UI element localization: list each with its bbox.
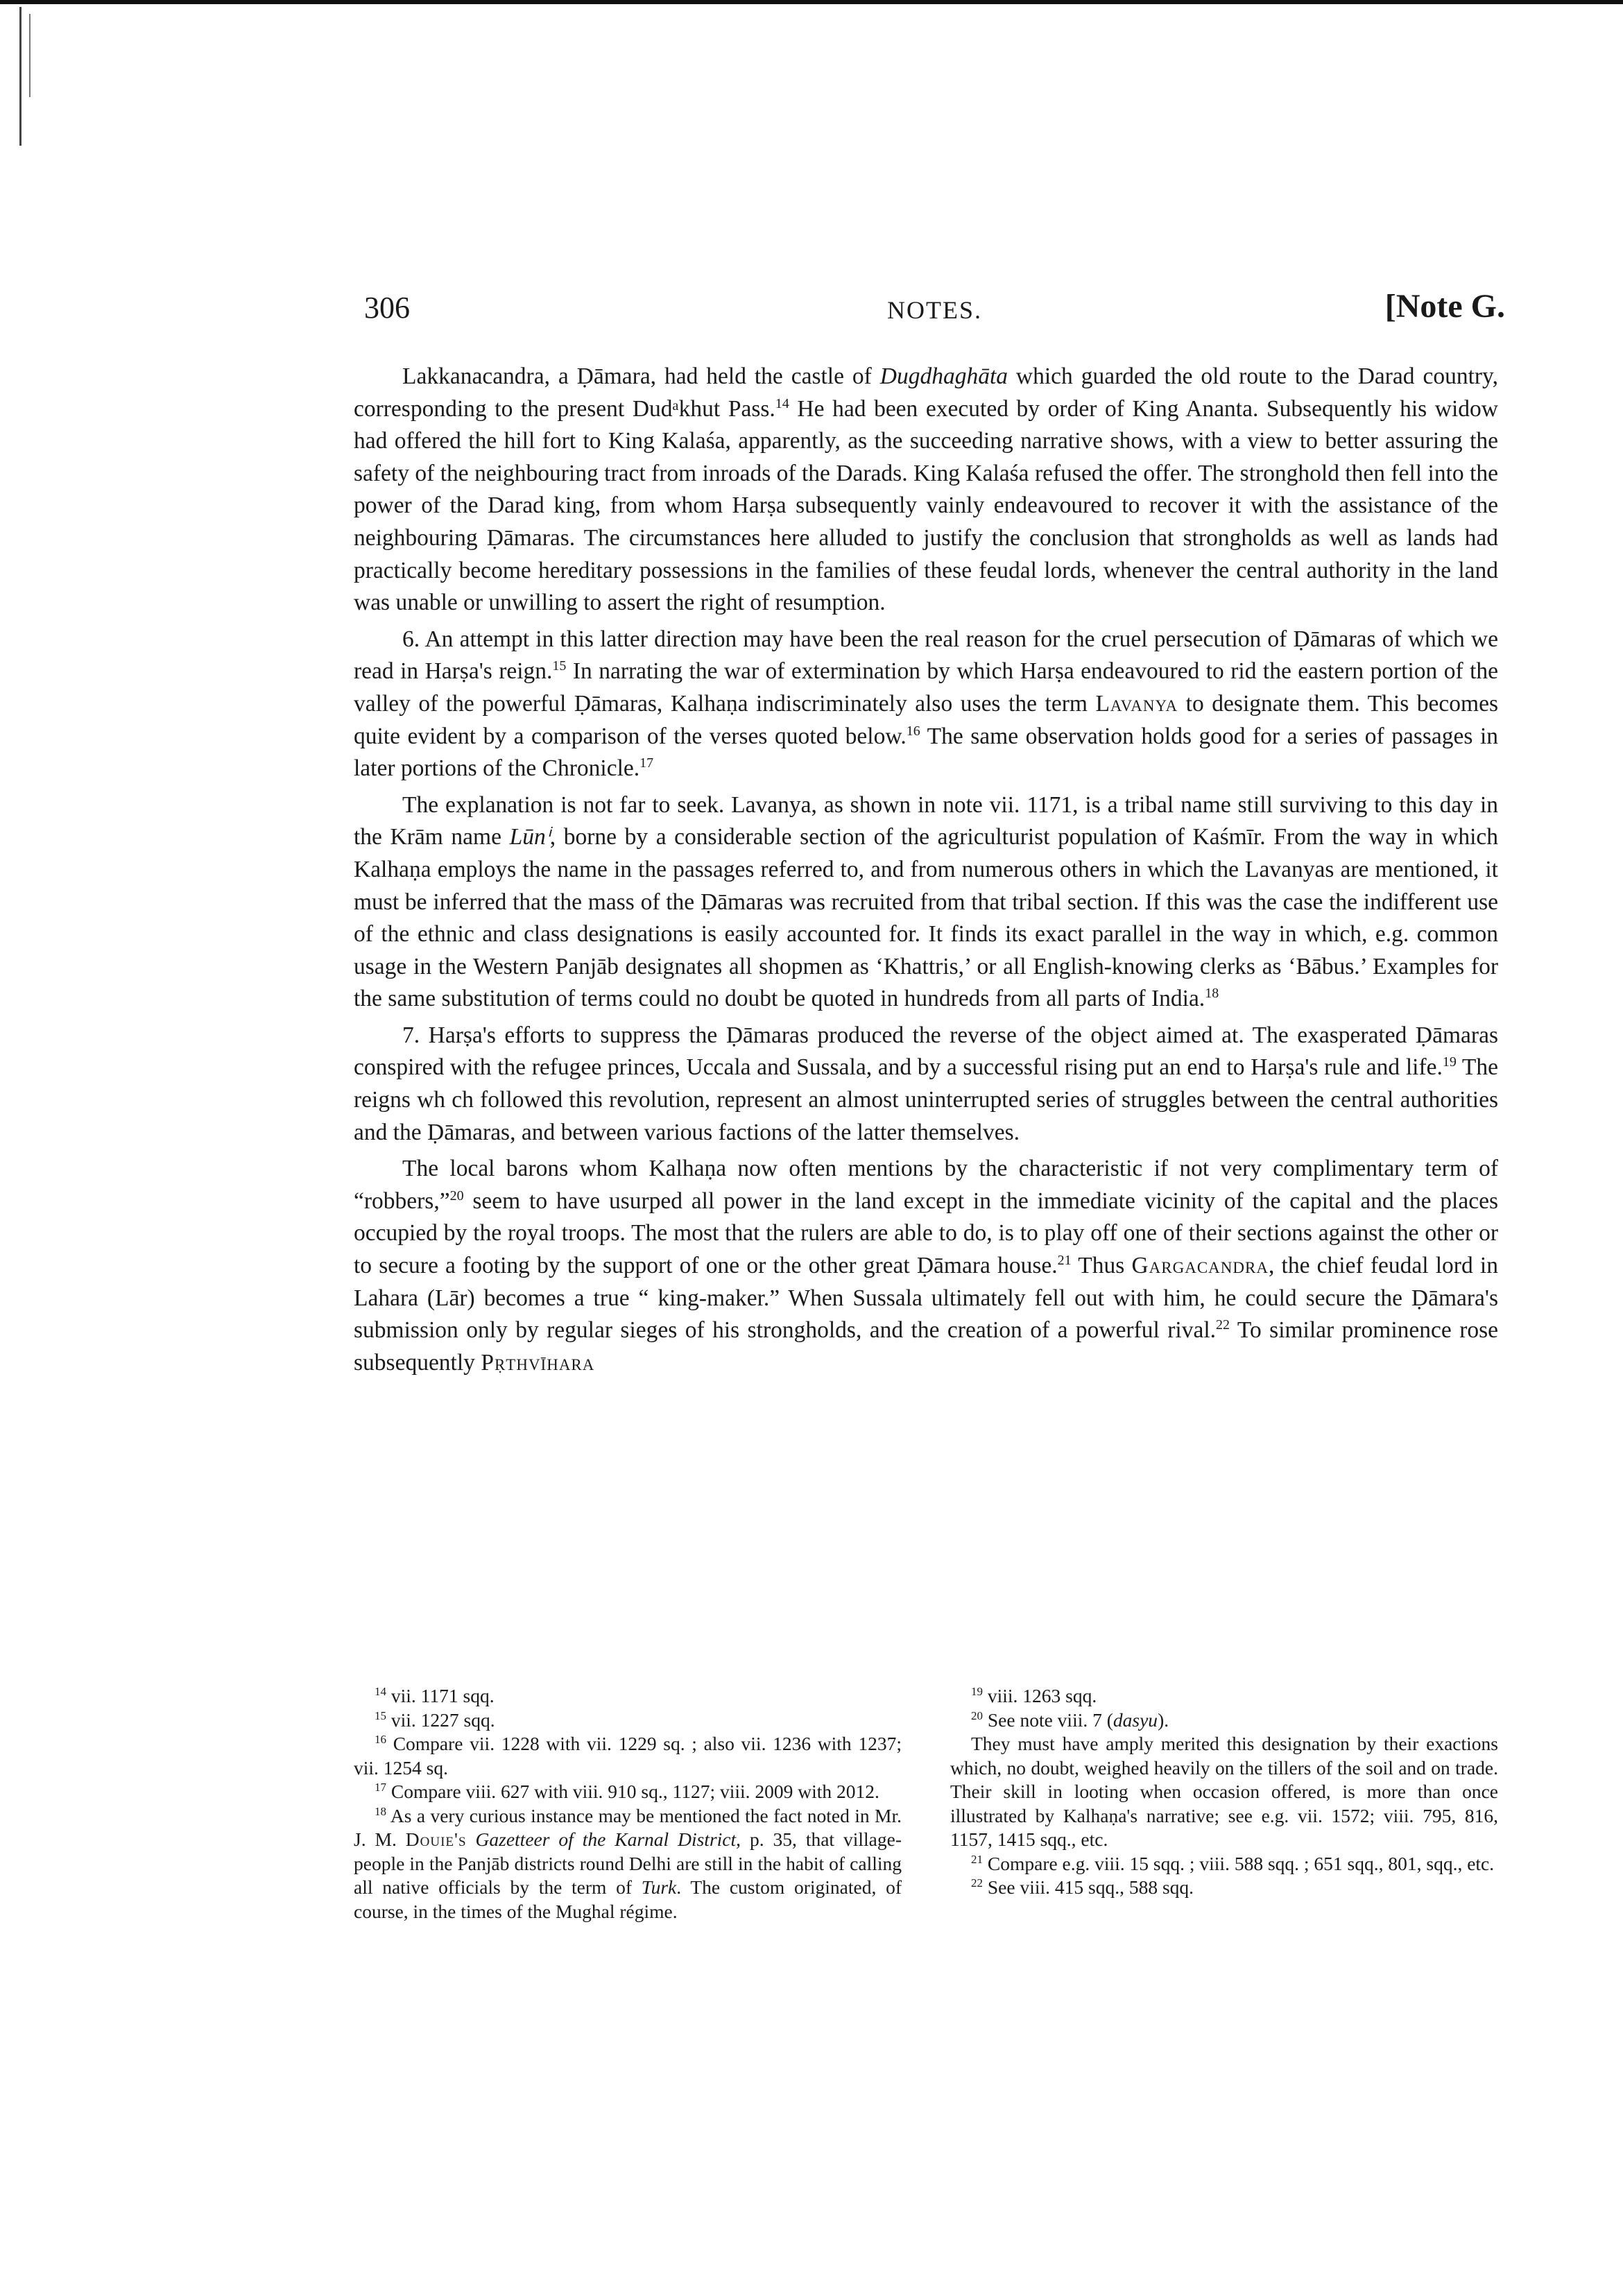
footnote — [950, 1852, 1498, 1876]
running-title: NOTES. — [887, 296, 982, 324]
footnote-text: See viii. 415 sqq., 588 sqq. — [987, 1876, 1194, 1898]
section-number: 7. — [402, 1022, 420, 1048]
footnote-text: . The custom originated, of course, in the times of the Mughal régime. — [354, 1876, 902, 1922]
footnote-text: ). — [1158, 1708, 1169, 1731]
term: Lavanya — [1095, 690, 1178, 717]
text-run: An attempt in this latter direction may have been the real reason for the cruel persecution of Ḍāmaras of which we read in Harṣa's reign. — [354, 626, 1498, 685]
footnote — [354, 1732, 902, 1780]
footnote-text: See note viii. 7 ( — [987, 1708, 1113, 1731]
footnote-number: 17 — [375, 1780, 386, 1794]
author-name: Douie's — [405, 1828, 467, 1850]
term: Lūnⁱ — [509, 824, 550, 850]
footnote-number: 21 — [971, 1852, 983, 1866]
footnote — [950, 1684, 1498, 1708]
footnote-number: 18 — [375, 1804, 386, 1818]
footnote-number: 14 — [375, 1684, 386, 1698]
footnotes-left-column — [354, 1684, 902, 1924]
footnote-text: vii. 1227 sqq. — [390, 1708, 495, 1731]
footnote — [950, 1876, 1498, 1900]
footnote-number: 22 — [971, 1876, 983, 1890]
top-edge-rule — [0, 0, 1623, 4]
footnote-number: 15 — [375, 1708, 386, 1722]
footnote-marker: 20 — [449, 1188, 464, 1203]
section-number: 6. — [402, 626, 420, 652]
footnotes-right-column — [950, 1684, 1498, 1924]
paragraph — [354, 789, 1498, 1016]
footnote-marker: 22 — [1216, 1317, 1230, 1333]
footnote-text: , p. 35, that village-people in the Panjāb districts round Delhi are still in the habit of calling all native officials by the term of — [354, 1828, 902, 1898]
paragraph — [354, 1020, 1498, 1149]
note-reference: [Note G. — [1384, 288, 1505, 325]
footnote-number: 19 — [971, 1684, 983, 1698]
footnote-text: Compare vii. 1228 with vii. 1229 sq. ; also vii. 1236 with 1237; vii. 1254 sq. — [354, 1733, 902, 1779]
text-run: The reigns wh ch followed this revolution, represent an almost uninterrupted series of struggles between the central authorities and the Ḍāmaras, and between various factions of the latter themselves. — [354, 1054, 1498, 1145]
footnote-text: Compare viii. 627 with viii. 910 sq., 1127; viii. 2009 with 2012. — [390, 1781, 879, 1802]
text-run: The local barons whom Kalhaṇa now often mentions by the characteristic if not very complimentary term of “robbers,” — [354, 1156, 1498, 1214]
footnote-marker: 14 — [775, 395, 789, 411]
term: Turk — [641, 1876, 677, 1898]
paragraph — [354, 1153, 1498, 1379]
footnote-marker: 15 — [552, 658, 567, 674]
text-run: The same observation holds good for a series of passages in later portions of the Chronicle. — [354, 723, 1499, 782]
text-run: In narrating the war of extermination by which Harṣa endeavoured to rid the eastern portion of the valley of the powerful Ḍāmaras, Kalhaṇa indiscriminately also uses the term — [354, 658, 1499, 717]
text-run: , the chief feudal lord in Lahara (Lār) becomes a true “ king-maker.” When Sussala ultimately fell out with him, he could secure the Ḍāmara's submission only by regular sieges of his strongholds, and the creation of a powerful rival. — [354, 1253, 1498, 1344]
term: dasyu — [1113, 1708, 1158, 1731]
footnote-text: As a very curious instance may be mentioned the fact noted in Mr. J. M. — [354, 1804, 902, 1850]
page-number: 306 — [364, 291, 410, 325]
book-title: Gazetteer of the Karnal District — [475, 1828, 737, 1850]
footnote-marker: 21 — [1057, 1252, 1072, 1268]
footnote-number: 16 — [375, 1732, 386, 1746]
footnote — [354, 1804, 902, 1924]
text-run: He had been executed by order of King Ananta. Subsequently his widow had offered the hill fort to King Kalaśa, apparently, as the succeeding narrative shows, with a view to better assuring the safety of the neighbouring tract from inroads of the Darads. King Kalaśa refused the offer. The stronghold then fell into the power of the Darad king, from whom Harṣa subsequently vainly endeavoured to recover it with the assistance of the neighbouring Ḍāmaras. The circumstances here alluded to justify the conclusion that strongholds as well as lands had practically become hereditary possessions in the families of these feudal lords, whenever the central authority in the land was unable or unwilling to assert the right of resumption. — [354, 395, 1499, 616]
footnote-text: viii. 1263 sqq. — [987, 1685, 1097, 1706]
footnote-marker: 17 — [639, 755, 654, 771]
scan-margin-mark — [19, 7, 22, 146]
footnote-marker: 18 — [1205, 986, 1219, 1002]
page-header — [364, 290, 1505, 339]
paragraph — [354, 361, 1498, 619]
footnote — [354, 1684, 902, 1708]
footnotes — [354, 1684, 1498, 1924]
footnote-marker: 19 — [1442, 1054, 1457, 1070]
text-run: seem to have usurped all power in the land except in the immediate vicinity of the capital and the places occupied by the royal troops. The most that the rulers are able to do, is to play off one of their sections against the other or to secure a footing by the support of one or the other great Ḍāmara house. — [354, 1188, 1498, 1279]
text-run: Harṣa's efforts to suppress the Ḍāmaras produced the reverse of the object aimed at. The exasperated Ḍāmaras conspired with the refugee princes, Uccala and Sussala, and by a successful rising put an end to Harṣa's rule and life. — [354, 1022, 1498, 1081]
footnote — [354, 1708, 902, 1733]
person-name: Gargacandra — [1131, 1253, 1269, 1279]
text-run: Thus — [1071, 1253, 1132, 1279]
text-run: The explanation is not far to seek. Lavanya, as shown in note vii. 1171, is a tribal name still surviving to this day in the Krām name — [354, 791, 1498, 850]
paragraph — [354, 624, 1498, 785]
person-name: Pṛthvīhara — [481, 1349, 595, 1376]
footnote-text: vii. 1171 sqq. — [390, 1685, 495, 1706]
main-text — [354, 361, 1498, 1383]
footnote-continuation — [950, 1732, 1498, 1852]
place-name: Dugdhaghāta — [879, 363, 1008, 389]
footnote — [950, 1708, 1498, 1733]
text-run: To similar prominence rose subsequently — [354, 1317, 1499, 1376]
text-run: Lakkanacandra, a Ḍāmara, had held the castle of — [402, 363, 880, 389]
footnote — [354, 1780, 902, 1804]
footnote-marker: 16 — [906, 723, 920, 739]
footnote-text: Compare e.g. viii. 15 sqq. ; viii. 588 sqq. ; 651 sqq., 801, sqq., etc. — [987, 1852, 1495, 1874]
footnote-text: They must have amply merited this designation by their exactions which, no doubt, weighed heavily on the tillers of the soil and on trade. Their skill in looting when occasion offered, is more than once illustrated by Kalhaṇa's narrative; see e.g. vii. 1572; viii. 795, 816, 1157, 1415 sqq., etc. — [950, 1733, 1498, 1850]
footnote-number: 20 — [971, 1708, 983, 1722]
text-run: , borne by a considerable section of the agriculturist population of Kaśmīr. From the way in which Kalhaṇa employs the name in the passages referred to, and from numerous others in which the Lavanyas are mentioned, it must be inferred that the mass of the Ḍāmaras was recruited from that tribal section. If this was the case the indifferent use of the ethnic and class designations is easily accounted for. It finds its exact parallel in the way in which, e.g. common usage in the Western Panjāb designates all shopmen as ‘Khattris,’ or all English-knowing clerks as ‘Bābus.’ Examples for the same substitution of terms could no doubt be quoted in hundreds from all parts of India. — [354, 824, 1499, 1012]
text-run: to designate them. This becomes quite evident by a comparison of the verses quoted below. — [354, 690, 1498, 749]
scan-margin-mark — [29, 14, 31, 97]
text-run: which guarded the old route to the Darad country, corresponding to the present Dudᵃkhut Pass. — [354, 363, 1498, 422]
